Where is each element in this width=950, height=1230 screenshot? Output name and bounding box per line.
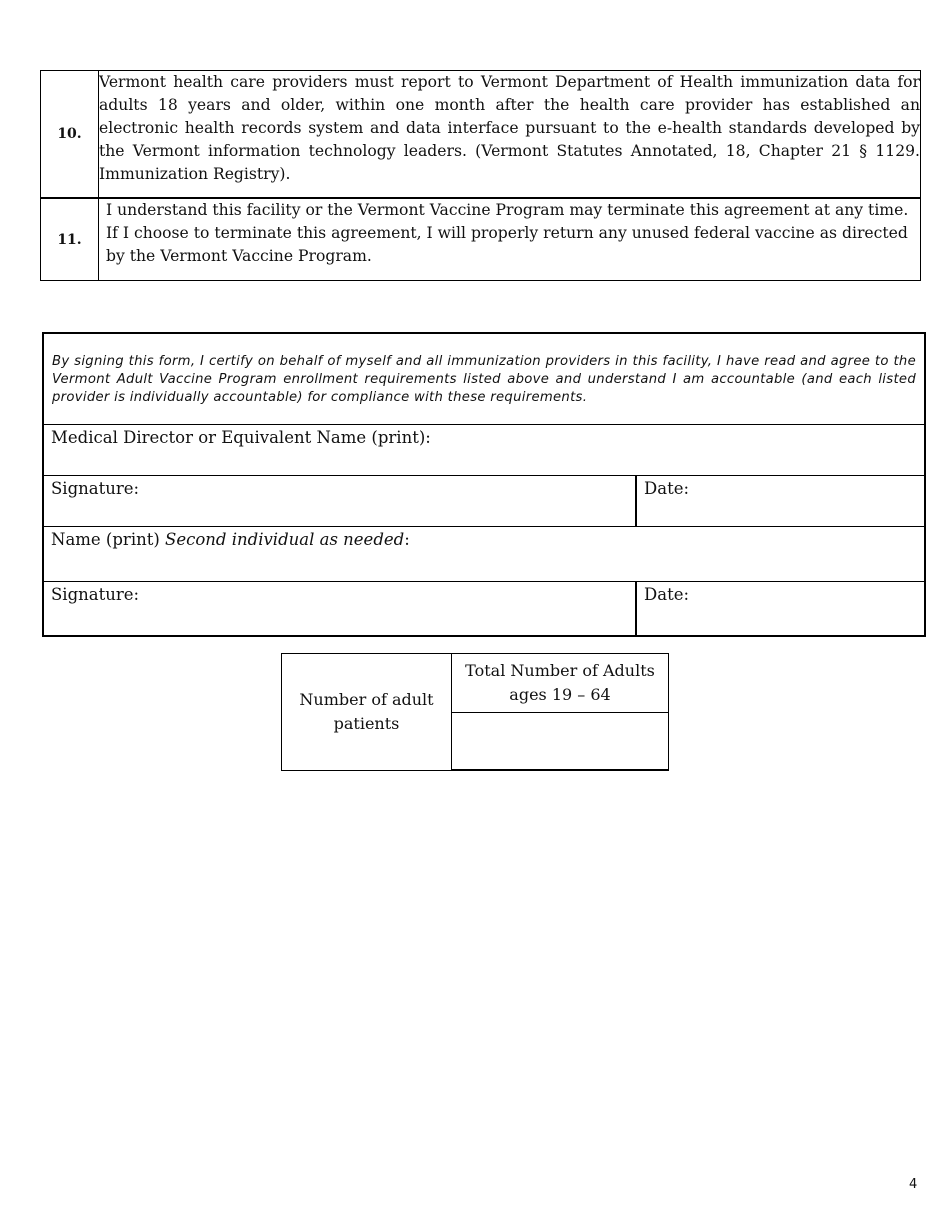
- requirement-number: 11.: [41, 198, 99, 281]
- second-name-colon: :: [404, 530, 410, 549]
- date-field-2[interactable]: [637, 582, 924, 635]
- medical-director-name-field[interactable]: [44, 425, 924, 475]
- second-name-field[interactable]: [44, 527, 924, 581]
- adult-patients-label: Number of adult patients: [282, 654, 452, 771]
- signature-field[interactable]: [44, 476, 637, 526]
- adult-patients-table: [281, 653, 669, 771]
- total-adults-header: Total Number of Adults ages 19 – 64: [452, 654, 669, 713]
- requirements-table: [40, 70, 921, 281]
- date-label: Date:: [644, 479, 690, 498]
- medical-director-row: [44, 425, 924, 476]
- second-name-hint: Second individual as needed: [165, 530, 405, 549]
- signature-row-2: [44, 582, 924, 635]
- medical-director-label: Medical Director or Equivalent Name (print):: [51, 428, 431, 447]
- requirement-row-10: [41, 71, 921, 199]
- requirement-text: I understand this facility or the Vermont Vaccine Program may terminate this agreement at any time. If I choose to terminate this agreement, I will properly return any unused federal vaccine as directed by the Vermont Vaccine Program.: [99, 198, 921, 281]
- requirement-text: Vermont health care providers must report to Vermont Department of Health immunization data for adults 18 years and older, within one month after the health care provider has established an electronic health records system and data interface pursuant to the e-health standards developed by the Vermont information technology leaders. (Vermont Statutes Annotated, 18, Chapter 21 § 1129. Immunization Registry).: [99, 71, 921, 199]
- date-field[interactable]: [637, 476, 924, 526]
- signature-row: [44, 476, 924, 527]
- requirement-number: 10.: [41, 71, 99, 199]
- requirement-row-11: [41, 198, 921, 281]
- page-number: 4: [909, 1177, 918, 1192]
- signature-field-2[interactable]: [44, 582, 637, 635]
- certification-box: [42, 332, 926, 637]
- signature-label-2: Signature:: [51, 585, 140, 604]
- total-adults-input-cell[interactable]: [452, 713, 669, 771]
- date-label-2: Date:: [644, 585, 690, 604]
- certification-statement: By signing this form, I certify on behalf of myself and all immunization providers in this facility, I have read and agree to the Vermont Adult Vaccine Program enrollment requirements listed above and understand I am accountable (and each listed provider is individually accountable) for compliance with these requirements.: [44, 334, 924, 425]
- second-name-row: [44, 527, 924, 582]
- signature-label: Signature:: [51, 479, 140, 498]
- second-name-label: Name (print): [51, 530, 166, 549]
